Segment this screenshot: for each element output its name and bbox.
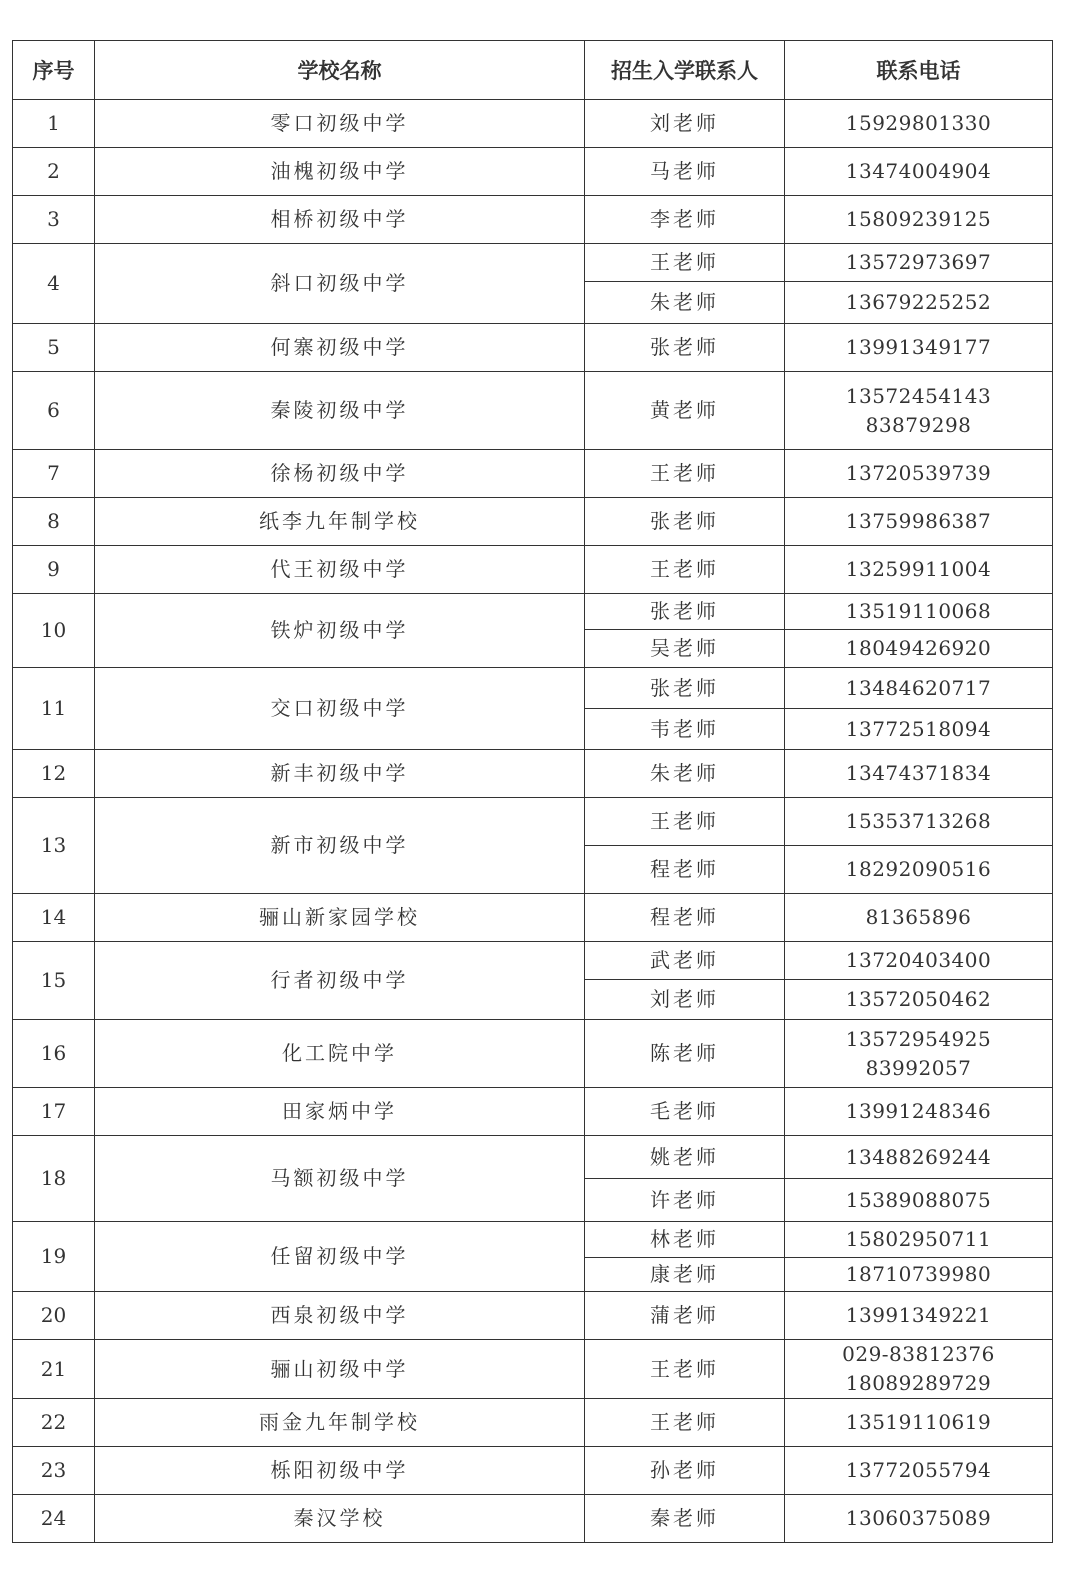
row-index-cell: 23 <box>13 1447 95 1495</box>
school-name-cell: 骊山初级中学 <box>95 1340 585 1399</box>
school-name-cell: 新市初级中学 <box>95 798 585 894</box>
phone-cell <box>785 546 1053 594</box>
phone-cell <box>785 1258 1053 1292</box>
row-index-cell: 5 <box>13 324 95 372</box>
row-index-cell: 24 <box>13 1495 95 1543</box>
school-name-cell: 秦汉学校 <box>95 1495 585 1543</box>
contact-person-cell: 张老师 <box>585 594 785 630</box>
row-index-cell: 21 <box>13 1340 95 1399</box>
contact-person-cell: 王老师 <box>585 450 785 498</box>
row-index-cell: 12 <box>13 750 95 798</box>
phone-cell <box>785 244 1053 282</box>
phone-number: 13720403400 <box>845 948 992 972</box>
phone-number: 13991349221 <box>845 1303 992 1327</box>
phone-number: 13519110068 <box>845 599 992 623</box>
row-index-cell: 18 <box>13 1136 95 1222</box>
phone-number: 13679225252 <box>845 290 992 314</box>
school-name-cell: 雨金九年制学校 <box>95 1399 585 1447</box>
school-name-cell: 秦陵初级中学 <box>95 372 585 450</box>
phone-cell <box>785 372 1053 450</box>
school-name-cell: 相桥初级中学 <box>95 196 585 244</box>
phone-number: 83992057 <box>865 1055 972 1080</box>
row-index-cell: 4 <box>13 244 95 324</box>
table-row <box>13 894 1053 942</box>
school-contact-table-container <box>12 40 1052 1543</box>
contact-person-cell: 张老师 <box>585 668 785 709</box>
school-name-cell: 马额初级中学 <box>95 1136 585 1222</box>
header-phone: 联系电话 <box>785 41 1053 100</box>
contact-person-cell: 马老师 <box>585 148 785 196</box>
phone-number: 18292090516 <box>845 857 992 881</box>
phone-number: 13772518094 <box>845 716 992 741</box>
table-row <box>13 1447 1053 1495</box>
phone-cell <box>785 1179 1053 1222</box>
phone-cell <box>785 196 1053 244</box>
table-row <box>13 196 1053 244</box>
contact-person-cell: 朱老师 <box>585 282 785 324</box>
phone-number: 13991349177 <box>845 335 992 359</box>
contact-person-cell: 孙老师 <box>585 1447 785 1495</box>
phone-number: 13484620717 <box>845 675 992 700</box>
phone-cell <box>785 980 1053 1020</box>
row-index-cell: 10 <box>13 594 95 668</box>
contact-person-cell: 王老师 <box>585 1340 785 1399</box>
phone-cell <box>785 324 1053 372</box>
table-header-row <box>13 41 1053 100</box>
contact-person-cell: 蒲老师 <box>585 1292 785 1340</box>
table-row <box>13 450 1053 498</box>
row-index-cell: 14 <box>13 894 95 942</box>
phone-number: 13772055794 <box>845 1458 992 1482</box>
phone-number: 83879298 <box>865 412 972 437</box>
contact-person-cell: 张老师 <box>585 324 785 372</box>
contact-person-cell: 陈老师 <box>585 1020 785 1088</box>
phone-number: 13060375089 <box>845 1506 992 1530</box>
table-row <box>13 750 1053 798</box>
table-row <box>13 148 1053 196</box>
table-row <box>13 1222 1053 1258</box>
school-name-cell: 行者初级中学 <box>95 942 585 1020</box>
school-name-cell: 零口初级中学 <box>95 100 585 148</box>
table-row <box>13 594 1053 630</box>
school-name-cell: 铁炉初级中学 <box>95 594 585 668</box>
phone-number: 15353713268 <box>845 809 992 833</box>
row-index-cell: 2 <box>13 148 95 196</box>
contact-person-cell: 王老师 <box>585 798 785 846</box>
phone-cell <box>785 846 1053 894</box>
phone-number: 13474004904 <box>845 159 992 183</box>
school-name-cell: 纸李九年制学校 <box>95 498 585 546</box>
contact-person-cell: 林老师 <box>585 1222 785 1258</box>
phone-number: 13519110619 <box>845 1410 992 1434</box>
school-name-cell: 交口初级中学 <box>95 668 585 750</box>
table-row <box>13 372 1053 450</box>
phone-number: 13572954925 <box>845 1026 992 1051</box>
contact-person-cell: 许老师 <box>585 1179 785 1222</box>
header-index: 序号 <box>13 41 95 100</box>
phone-number: 13474371834 <box>845 761 992 785</box>
contact-person-cell: 武老师 <box>585 942 785 980</box>
school-name-cell: 新丰初级中学 <box>95 750 585 798</box>
header-contact-person: 招生入学联系人 <box>585 41 785 100</box>
phone-number: 15809239125 <box>845 207 992 231</box>
school-name-cell: 田家炳中学 <box>95 1088 585 1136</box>
table-row <box>13 798 1053 846</box>
phone-cell <box>785 894 1053 942</box>
table-row <box>13 1340 1053 1399</box>
table-row <box>13 1020 1053 1088</box>
contact-person-cell: 康老师 <box>585 1258 785 1292</box>
row-index-cell: 19 <box>13 1222 95 1292</box>
school-name-cell: 何寨初级中学 <box>95 324 585 372</box>
phone-number: 18710739980 <box>845 1262 992 1286</box>
row-index-cell: 11 <box>13 668 95 750</box>
phone-cell <box>785 630 1053 668</box>
school-name-cell: 徐杨初级中学 <box>95 450 585 498</box>
contact-person-cell: 王老师 <box>585 546 785 594</box>
table-row <box>13 1088 1053 1136</box>
school-name-cell: 斜口初级中学 <box>95 244 585 324</box>
row-index-cell: 8 <box>13 498 95 546</box>
school-contact-table <box>12 40 1053 1543</box>
phone-cell <box>785 1088 1053 1136</box>
row-index-cell: 22 <box>13 1399 95 1447</box>
contact-person-cell: 朱老师 <box>585 750 785 798</box>
phone-cell <box>785 450 1053 498</box>
table-row <box>13 244 1053 282</box>
table-row <box>13 668 1053 709</box>
contact-person-cell: 李老师 <box>585 196 785 244</box>
phone-number: 029-83812376 <box>842 1342 995 1366</box>
phone-number: 15802950711 <box>845 1227 992 1251</box>
row-index-cell: 9 <box>13 546 95 594</box>
row-index-cell: 3 <box>13 196 95 244</box>
contact-person-cell: 刘老师 <box>585 100 785 148</box>
row-index-cell: 20 <box>13 1292 95 1340</box>
phone-number: 13488269244 <box>845 1144 992 1169</box>
school-name-cell: 化工院中学 <box>95 1020 585 1088</box>
phone-number: 13572973697 <box>845 250 992 274</box>
table-row <box>13 546 1053 594</box>
phone-number: 13720539739 <box>845 461 992 485</box>
phone-cell <box>785 1222 1053 1258</box>
phone-cell <box>785 750 1053 798</box>
contact-person-cell: 张老师 <box>585 498 785 546</box>
phone-cell <box>785 1340 1053 1399</box>
phone-cell <box>785 942 1053 980</box>
contact-person-cell: 姚老师 <box>585 1136 785 1179</box>
contact-person-cell: 秦老师 <box>585 1495 785 1543</box>
phone-number: 18089289729 <box>845 1371 992 1395</box>
header-school-name: 学校名称 <box>95 41 585 100</box>
phone-cell <box>785 498 1053 546</box>
phone-cell <box>785 1447 1053 1495</box>
phone-cell <box>785 668 1053 709</box>
contact-person-cell: 韦老师 <box>585 709 785 750</box>
school-name-cell: 油槐初级中学 <box>95 148 585 196</box>
table-row <box>13 942 1053 980</box>
row-index-cell: 13 <box>13 798 95 894</box>
contact-person-cell: 王老师 <box>585 244 785 282</box>
phone-cell <box>785 1020 1053 1088</box>
phone-number: 13991248346 <box>845 1099 992 1123</box>
table-row <box>13 324 1053 372</box>
school-name-cell: 任留初级中学 <box>95 1222 585 1292</box>
contact-person-cell: 吴老师 <box>585 630 785 668</box>
phone-number: 13572454143 <box>845 383 992 408</box>
row-index-cell: 6 <box>13 372 95 450</box>
phone-number: 13259911004 <box>845 557 992 581</box>
school-name-cell: 西泉初级中学 <box>95 1292 585 1340</box>
phone-cell <box>785 1495 1053 1543</box>
table-row <box>13 1399 1053 1447</box>
row-index-cell: 16 <box>13 1020 95 1088</box>
table-row <box>13 498 1053 546</box>
contact-person-cell: 王老师 <box>585 1399 785 1447</box>
phone-cell <box>785 100 1053 148</box>
phone-cell <box>785 798 1053 846</box>
row-index-cell: 1 <box>13 100 95 148</box>
contact-person-cell: 程老师 <box>585 894 785 942</box>
table-row <box>13 100 1053 148</box>
phone-number: 13572050462 <box>845 987 992 1011</box>
table-body <box>13 100 1053 1543</box>
table-row <box>13 1136 1053 1179</box>
table-row <box>13 1495 1053 1543</box>
school-name-cell: 骊山新家园学校 <box>95 894 585 942</box>
school-name-cell: 栎阳初级中学 <box>95 1447 585 1495</box>
phone-number: 81365896 <box>865 905 972 929</box>
table-row <box>13 1292 1053 1340</box>
phone-cell <box>785 1292 1053 1340</box>
phone-cell <box>785 282 1053 324</box>
phone-number: 18049426920 <box>845 636 992 660</box>
contact-person-cell: 毛老师 <box>585 1088 785 1136</box>
contact-person-cell: 刘老师 <box>585 980 785 1020</box>
phone-cell <box>785 148 1053 196</box>
contact-person-cell: 黄老师 <box>585 372 785 450</box>
phone-cell <box>785 1136 1053 1179</box>
school-name-cell: 代王初级中学 <box>95 546 585 594</box>
phone-cell <box>785 594 1053 630</box>
phone-number: 13759986387 <box>845 509 992 533</box>
phone-number: 15389088075 <box>845 1187 992 1212</box>
row-index-cell: 15 <box>13 942 95 1020</box>
row-index-cell: 17 <box>13 1088 95 1136</box>
row-index-cell: 7 <box>13 450 95 498</box>
phone-number: 15929801330 <box>845 111 992 135</box>
contact-person-cell: 程老师 <box>585 846 785 894</box>
phone-cell <box>785 709 1053 750</box>
phone-cell <box>785 1399 1053 1447</box>
